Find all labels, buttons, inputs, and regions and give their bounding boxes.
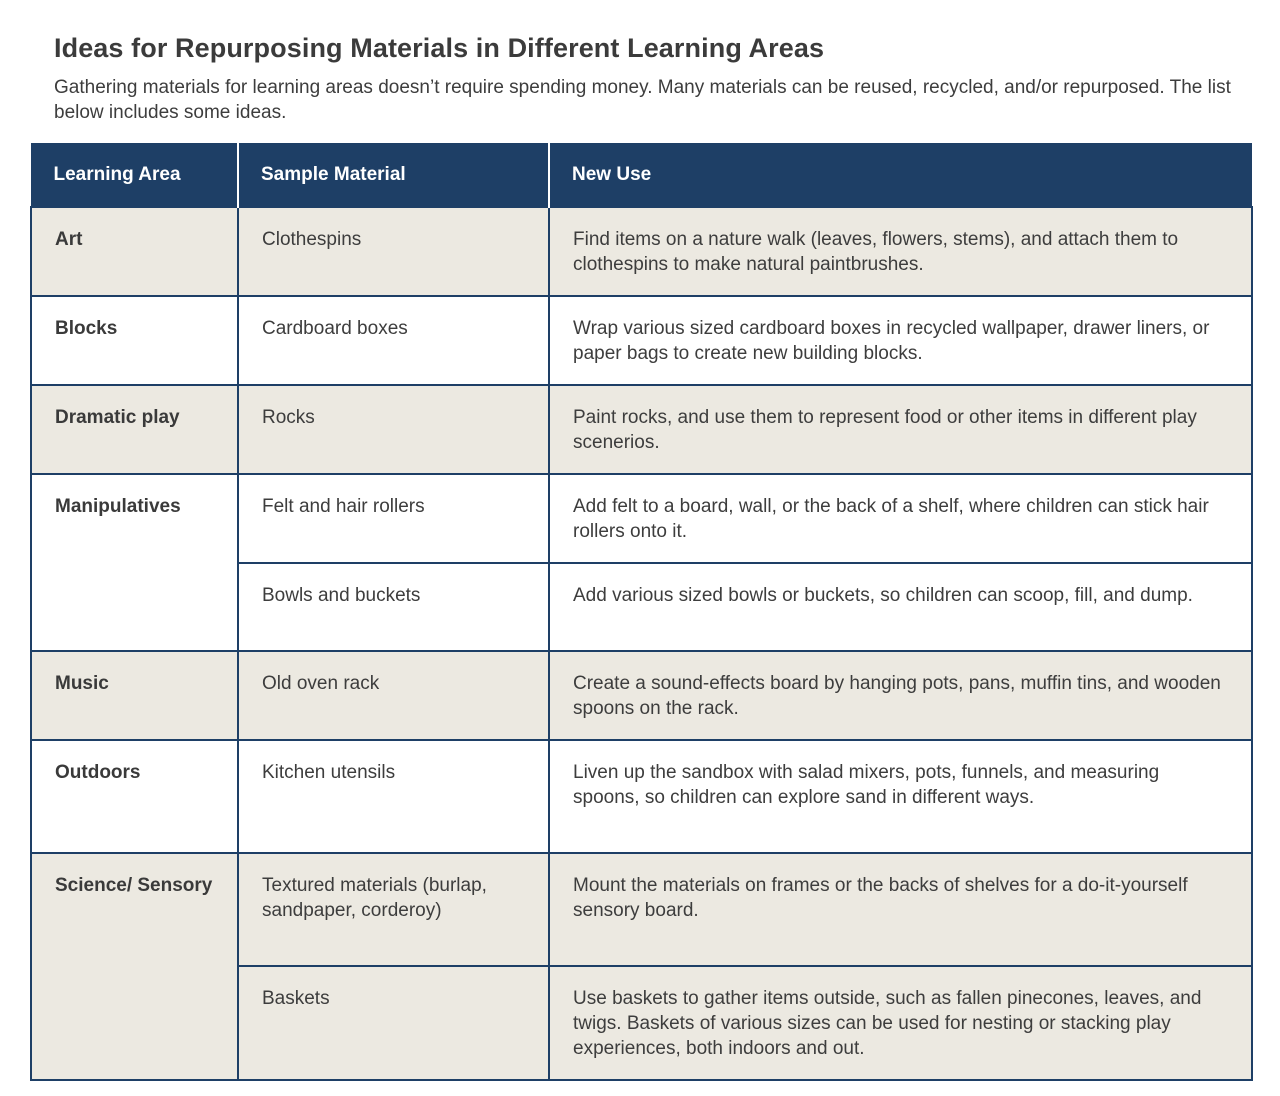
new-use-cell: Liven up the sandbox with salad mixers, pots, funnels, and measuring spoons, so children can explore sand in different ways. (549, 740, 1252, 853)
table-body (31, 207, 1252, 1080)
learning-area-cell: Science/ Sensory (31, 853, 238, 1080)
header-sample-material: Sample Material (238, 144, 549, 207)
table-row (31, 853, 1252, 966)
page-title: Ideas for Repurposing Materials in Different Learning Areas (54, 33, 825, 63)
header-learning-area: Learning Area (31, 144, 238, 207)
new-use-cell: Paint rocks, and use them to represent food or other items in different play scenerios. (549, 385, 1252, 474)
sample-material-cell: Textured materials (burlap, sandpaper, corderoy) (238, 853, 549, 966)
header-row (31, 144, 1252, 207)
sample-material-cell: Kitchen utensils (238, 740, 549, 853)
header-new-use: New Use (549, 144, 1252, 207)
table-row (31, 296, 1252, 385)
learning-area-cell: Blocks (31, 296, 238, 385)
table-row (31, 207, 1252, 296)
sample-material-cell: Bowls and buckets (238, 563, 549, 651)
sample-material-cell: Baskets (238, 966, 549, 1080)
table-row (31, 651, 1252, 740)
table-row (31, 740, 1252, 853)
new-use-cell: Add felt to a board, wall, or the back of a shelf, where children can stick hair rollers onto it. (549, 474, 1252, 563)
sample-material-cell: Clothespins (238, 207, 549, 296)
sample-material-cell: Cardboard boxes (238, 296, 549, 385)
sample-material-cell: Felt and hair rollers (238, 474, 549, 563)
intro-paragraph: Gathering materials for learning areas doesn’t require spending money. Many materials can be reused, recycled, and/or repurposed. The list below includes some ideas. (54, 77, 1231, 123)
table-row (31, 385, 1252, 474)
sample-material-cell: Old oven rack (238, 651, 549, 740)
sample-material-cell: Rocks (238, 385, 549, 474)
table-row (31, 474, 1252, 563)
new-use-cell: Find items on a nature walk (leaves, flowers, stems), and attach them to clothespins to make natural paintbrushes. (549, 207, 1252, 296)
new-use-cell: Wrap various sized cardboard boxes in recycled wallpaper, drawer liners, or paper bags to create new building blocks. (549, 296, 1252, 385)
learning-area-cell: Dramatic play (31, 385, 238, 474)
learning-area-cell: Outdoors (31, 740, 238, 853)
learning-area-cell: Music (31, 651, 238, 740)
repurposing-table (30, 143, 1253, 1081)
table-header (31, 144, 1252, 207)
new-use-cell: Create a sound-effects board by hanging pots, pans, muffin tins, and wooden spoons on the rack. (549, 651, 1252, 740)
learning-area-cell: Manipulatives (31, 474, 238, 651)
learning-area-cell: Art (31, 207, 238, 296)
new-use-cell: Mount the materials on frames or the backs of shelves for a do-it-yourself sensory board. (549, 853, 1252, 966)
new-use-cell: Use baskets to gather items outside, such as fallen pinecones, leaves, and twigs. Baskets of various sizes can be used for nesting or stacking play experiences, both indoors and out. (549, 966, 1252, 1080)
new-use-cell: Add various sized bowls or buckets, so children can scoop, fill, and dump. (549, 563, 1252, 651)
